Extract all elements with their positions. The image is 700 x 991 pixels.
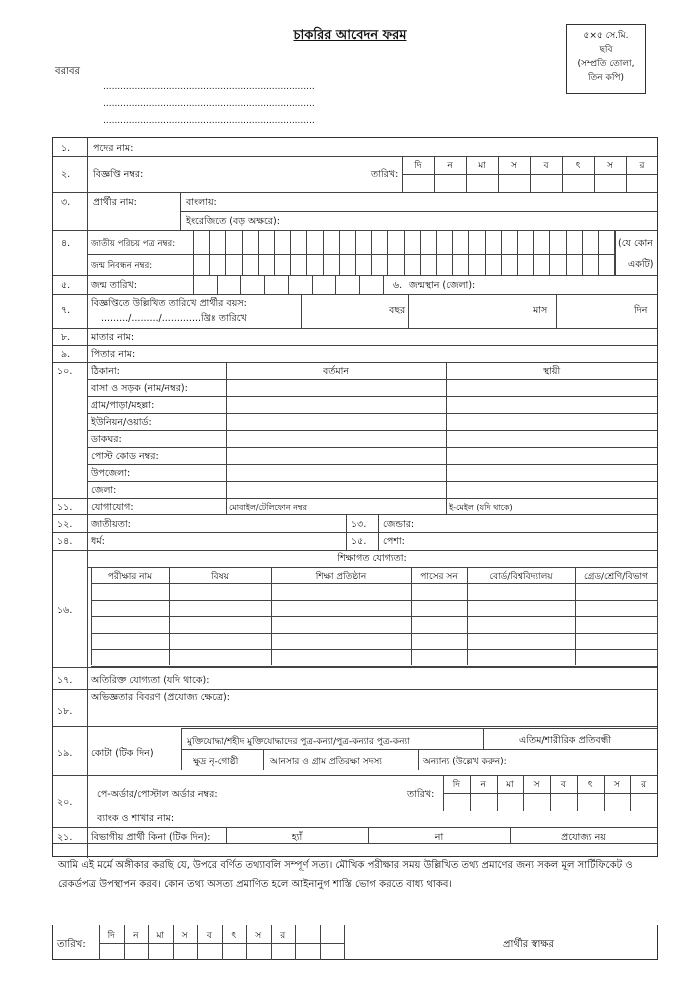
id-cell[interactable]	[209, 230, 210, 275]
contact-label: যোগাযোগ:	[91, 502, 134, 513]
to-label: বরাবর	[55, 66, 81, 77]
date-cell-letter: ব	[543, 161, 549, 171]
date-cell-letter: ব	[206, 931, 212, 941]
row-number: ১০.	[57, 366, 73, 377]
date-label: তারিখ:	[371, 169, 399, 180]
age-label: বিজ্ঞপ্তিতে উল্লিখিত তারিখে প্রার্থীর বয়স:	[91, 298, 247, 309]
education-column-header: বিষয়	[211, 572, 229, 582]
address-field-label: ইউনিয়ন/ওয়ার্ড:	[91, 417, 152, 428]
date-cell-letter: ন	[133, 931, 139, 941]
id-cell[interactable]	[339, 230, 340, 275]
date-cell-letter: স	[255, 931, 262, 941]
photo-line: তিন কপি)	[587, 73, 625, 83]
id-cell[interactable]	[323, 230, 324, 275]
id-cell[interactable]	[420, 230, 421, 275]
form-title: চাকরির আবেদন ফরম	[293, 28, 407, 43]
date-cell-letter: দি	[452, 780, 461, 790]
id-cell[interactable]	[501, 230, 502, 275]
date-label: তারিখ:	[407, 789, 435, 800]
id-cell[interactable]	[258, 230, 259, 275]
id-cell[interactable]	[549, 230, 550, 275]
quota-ethnic[interactable]: ক্ষুদ্র নৃ-গোষ্ঠী	[193, 757, 239, 767]
date-cell-letter: স	[613, 780, 620, 790]
date-cell-letter: ৎ	[575, 161, 581, 171]
address-field-label: পোস্ট কোড নম্বর:	[91, 451, 159, 462]
post-name-label: পদের নাম:	[93, 143, 134, 154]
id-cell[interactable]	[274, 230, 275, 275]
id-cell[interactable]	[404, 230, 405, 275]
date-cell-letter: মা	[156, 931, 165, 941]
row-number: ১৬.	[57, 605, 73, 616]
id-cell[interactable]	[582, 230, 583, 275]
nationality-label: জাতীয়তা:	[91, 519, 131, 530]
quota-orphan-disabled[interactable]: এতিম/শারীরিক প্রতিবন্ধী	[519, 735, 611, 746]
row-number: ২০.	[57, 797, 73, 808]
address-field-label: উপজেলা:	[91, 468, 131, 479]
id-cell[interactable]	[225, 230, 226, 275]
date-cell-letter: ৎ	[231, 931, 237, 941]
education-title: শিক্ষাগত যোগ্যতা:	[337, 553, 407, 564]
row-number: ১.	[61, 143, 71, 154]
pay-order-label: পে-অর্ডার/পোস্টাল অর্ডার নম্বর:	[97, 789, 218, 800]
name-english-label: ইংরেজিতে (বড় অক্ষরে):	[186, 216, 280, 227]
quota-other[interactable]: অন্যান্য (উল্লেখ করুন):	[423, 757, 507, 767]
footer-box	[52, 925, 658, 960]
dob-label: জন্ম তারিখ:	[91, 280, 137, 291]
date-cell-letter: র	[280, 931, 286, 941]
address-field-label: জেলা:	[91, 485, 117, 496]
nid-label: জাতীয় পরিচয় পত্র নম্বর:	[91, 239, 176, 249]
education-column-header: পরীক্ষার নাম	[107, 572, 153, 582]
address-field-label: বাসা ও সড়ক (নাম/নম্বর):	[91, 383, 188, 394]
row-number: ৬.	[393, 280, 403, 291]
dob-cell[interactable]	[335, 275, 336, 294]
id-cell[interactable]	[452, 230, 453, 275]
id-cell[interactable]	[355, 230, 356, 275]
id-cell[interactable]	[436, 230, 437, 275]
education-column-header: গ্রেড/শ্রেণি/বিভাগ	[583, 572, 649, 582]
row-number: ১৭.	[57, 675, 73, 686]
dob-cell[interactable]	[264, 275, 265, 294]
quota-freedom-fighter[interactable]: মুক্তিযোদ্ধা/শহীদ মুক্তিযোদ্ধাদের পুত্র-কন্যা/পুত্র-কন্যার পুত্র-কন্যা	[187, 737, 410, 747]
id-cell[interactable]	[193, 230, 194, 275]
date-cell-letter: দি	[107, 931, 115, 941]
photo-line: ছবি	[599, 45, 613, 55]
row-number: ২.	[61, 169, 71, 180]
dob-cell[interactable]	[240, 275, 241, 294]
row-number: ১৯.	[57, 748, 73, 759]
date-cell-letter: ন	[480, 780, 486, 790]
email-label: ই-মেইল (যদি থাকে)	[449, 503, 513, 512]
row-number: ৩.	[61, 197, 71, 208]
photo-box	[566, 24, 646, 94]
date-cell-letter: র	[641, 780, 647, 790]
extra-qualification-label: অতিরিক্ত যোগ্যতা (যদি থাকে):	[91, 675, 210, 686]
date-cell-letter: স	[533, 780, 540, 790]
date-cell-letter: ন	[447, 161, 453, 171]
education-column-header: পাসের সন	[420, 572, 458, 582]
address-line[interactable]: ..........................................................................	[103, 116, 315, 126]
any-one-note: একটি)	[628, 259, 654, 270]
id-cell[interactable]	[371, 230, 372, 275]
departmental-na[interactable]: প্রযোজ্য নয়	[561, 832, 606, 843]
dob-cell[interactable]	[217, 275, 218, 294]
departmental-no[interactable]: না	[434, 832, 444, 843]
departmental-label: বিভাগীয় প্রার্থী কিনা (টিক দিন):	[91, 832, 211, 843]
date-cell-letter: র	[639, 161, 645, 171]
permanent-address-header: স্থায়ী	[542, 366, 561, 377]
birth-reg-label: জন্ম নিবন্ধন নম্বর:	[91, 261, 153, 271]
address-label: ঠিকানা:	[91, 366, 120, 377]
name-bangla-label: বাংলায়:	[186, 197, 217, 208]
date-cell-letter: মা	[478, 161, 486, 171]
dob-cell[interactable]	[193, 275, 194, 294]
education-column-header: শিক্ষা প্রতিষ্ঠান	[315, 572, 367, 582]
row-number: ১৩.	[351, 519, 367, 530]
id-cell[interactable]	[387, 230, 388, 275]
row-number: ১২.	[57, 519, 73, 530]
row-number: ১৫.	[351, 536, 367, 547]
address-line[interactable]: ..........................................................................	[103, 99, 315, 109]
date-cell-letter: স	[607, 161, 613, 171]
id-cell[interactable]	[468, 230, 469, 275]
address-line[interactable]: ..........................................................................	[103, 82, 315, 92]
id-cell[interactable]	[290, 230, 291, 275]
id-cell[interactable]	[566, 230, 567, 275]
father-name-label: পিতার নাম:	[91, 349, 136, 360]
birthplace-label: জন্মস্থান (জেলা):	[409, 280, 476, 291]
bank-branch-label: ব্যাংক ও শাখার নাম:	[97, 813, 175, 824]
row-number: ৫.	[61, 280, 71, 291]
mother-name-label: মাতার নাম:	[91, 332, 135, 343]
declaration-text: আমি এই মর্মে অঙ্গীকার করছি যে, উপরে বর্ণিত তথ্যাবলি সম্পূর্ণ সত্য। মৌখিক পরীক্ষার সময় উল্লিখিত তথ্য প্রমাণের জন্য সকল মূল সার্টিফিকেট ও রেকর্ডপত্র উপস্থাপন করব। কোন তথ্য অসত্য প্রমাণিত হলে আইনানুগ শাস্তি ভোগ করতে বাধ্য থাকব।	[58, 860, 633, 890]
date-cell-letter: ব	[560, 780, 566, 790]
row-number: ৮.	[61, 332, 71, 343]
dob-cell[interactable]	[312, 275, 313, 294]
id-cell[interactable]	[485, 230, 486, 275]
date-cell-letter: ৎ	[587, 780, 593, 790]
age-day-label: দিন	[634, 305, 648, 316]
any-one-note: (যে কোন	[618, 238, 653, 249]
religion-label: ধর্ম:	[91, 536, 105, 547]
dob-cell[interactable]	[288, 275, 289, 294]
dob-cell[interactable]	[359, 275, 360, 294]
experience-label: অভিজ্ঞতার বিবরণ (প্রযোজ্য ক্ষেত্রে):	[91, 692, 230, 703]
signature-label: প্রার্থীর স্বাক্ষর	[503, 939, 554, 950]
id-cell[interactable]	[306, 230, 307, 275]
row-number: ২১.	[57, 832, 73, 843]
row-number: ৯.	[61, 349, 71, 360]
age-year-label: বছর	[389, 305, 406, 316]
quota-ansar[interactable]: আনসার ও গ্রাম প্রতিরক্ষা সদস্য	[270, 757, 382, 767]
gender-label: জেন্ডার:	[383, 519, 415, 530]
photo-line: (সম্প্রতি তোলা,	[577, 59, 635, 69]
date-cell-letter: মা	[506, 780, 514, 790]
address-field-label: ডাকঘর:	[91, 434, 122, 445]
education-column-header: বোর্ড/বিশ্ববিদ্যালয়	[489, 572, 553, 582]
age-date-fill[interactable]: ........./........./.............খ্রিঃ তারিখে	[101, 313, 247, 324]
applicant-name-label: প্রার্থীর নাম:	[93, 197, 137, 208]
occupation-label: পেশা:	[383, 536, 405, 547]
row-number: ১৪.	[57, 536, 73, 547]
row-number: ১৮.	[57, 706, 73, 717]
id-cell[interactable]	[242, 230, 243, 275]
application-form	[52, 137, 658, 857]
present-address-header: বর্তমান	[322, 366, 350, 377]
photo-line: ৫×৫ সে.মি.	[583, 31, 629, 41]
date-cell-letter: স	[181, 931, 188, 941]
circular-number-label: বিজ্ঞপ্তি নম্বর:	[93, 169, 144, 180]
date-cell-letter: দি	[414, 161, 422, 171]
id-cell[interactable]	[517, 230, 518, 275]
mobile-label: মোবাইল/টেলিফোন নম্বর	[229, 503, 308, 512]
row-number: ৭.	[61, 305, 71, 316]
address-field-label: গ্রাম/পাড়া/মহল্লা:	[91, 400, 155, 411]
id-cell[interactable]	[533, 230, 534, 275]
quota-label: কোটা (টিক দিন)	[91, 748, 154, 759]
footer-date-label: তারিখ:	[57, 939, 86, 950]
row-number: ৪.	[61, 238, 71, 249]
row-number: ১১.	[57, 502, 73, 513]
age-month-label: মাস	[533, 305, 548, 316]
departmental-yes[interactable]: হ্যাঁ	[291, 832, 303, 843]
date-cell-letter: স	[511, 161, 517, 171]
id-cell[interactable]	[598, 230, 599, 275]
dob-cell[interactable]	[383, 275, 384, 294]
